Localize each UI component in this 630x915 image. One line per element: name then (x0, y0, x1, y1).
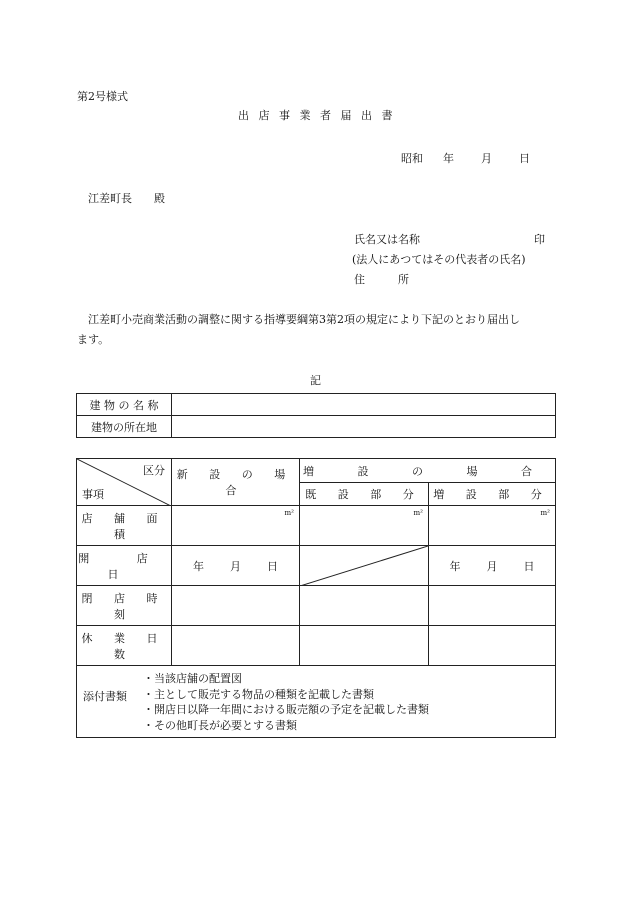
row-closing-time-label: 閉 店 時 刻 (77, 586, 172, 626)
date-month: 月 (481, 152, 492, 165)
addressee (88, 190, 165, 206)
body-text-line2: ます。 (77, 333, 110, 346)
floor-area-existing[interactable]: m² (300, 506, 429, 546)
building-location-cell[interactable] (172, 416, 556, 438)
opening-day-existing-crossed (300, 546, 429, 586)
closing-time-existing[interactable] (300, 586, 429, 626)
floor-area-new[interactable]: m² (172, 506, 300, 546)
row-holidays-label: 休 業 日 数 (77, 626, 172, 666)
applicant-note: (法人にあつてはその代表者の氏名) (352, 253, 526, 266)
closing-time-new[interactable] (172, 586, 300, 626)
date-year: 年 (443, 152, 454, 165)
floor-area-added[interactable]: m² (429, 506, 556, 546)
header-division: 区分 (143, 464, 165, 477)
header-added-part: 増 設 部 分 (429, 483, 556, 506)
addressee-name: 江差町長 (88, 192, 132, 205)
body-text-line1: 江差町小売商業活動の調整に関する指導要綱第3第2項の規定により下記のとおり届出し (88, 313, 520, 326)
applicant-name-label: 氏名又は名称 (354, 233, 420, 246)
header-diagonal-cell (77, 459, 172, 506)
attachments-label: 添付書類 (83, 690, 127, 703)
form-number: 第2号様式 (77, 90, 128, 103)
seal-mark: 印 (534, 233, 545, 246)
row-opening-day-label: 開 店 日 (77, 546, 172, 586)
header-new-case: 新 設 の 場 合 (172, 459, 300, 506)
building-location-label: 建物の所在地 (77, 416, 172, 438)
header-existing-part: 既 設 部 分 (300, 483, 429, 506)
closing-time-added[interactable] (429, 586, 556, 626)
header-item: 事項 (82, 488, 104, 501)
addressee-honorific: 殿 (154, 192, 165, 205)
row-floor-area-label: 店 舗 面 積 (77, 506, 172, 546)
header-expansion-case: 増 設 の 場 合 (300, 459, 556, 483)
main-table (76, 458, 556, 738)
date-day: 日 (519, 152, 530, 165)
holidays-existing[interactable] (300, 626, 429, 666)
document-title: 出 店 事 業 者 届 出 書 (238, 109, 396, 122)
attachment-item: ・当該店舗の配置図 (143, 672, 242, 685)
ki-heading: 記 (310, 374, 321, 387)
building-table (76, 393, 556, 438)
crossed-out-line (300, 546, 428, 586)
applicant-address-label: 住 所 (354, 273, 409, 286)
attachment-item: ・その他町長が必要とする書類 (143, 718, 297, 732)
opening-day-added[interactable]: 年 月 日 (429, 546, 556, 586)
building-name-label: 建 物 の 名 称 (77, 394, 172, 416)
holidays-added[interactable] (429, 626, 556, 666)
attachments-list (143, 671, 429, 733)
opening-day-new[interactable]: 年 月 日 (172, 546, 300, 586)
holidays-new[interactable] (172, 626, 300, 666)
attachment-item: ・開店日以降一年間における販売額の予定を記載した書類 (143, 703, 429, 716)
date-line (401, 150, 530, 166)
date-era: 昭和 (401, 152, 423, 165)
building-name-cell[interactable] (172, 394, 556, 416)
attachments-cell (77, 666, 556, 738)
attachment-item: ・主として販売する物品の種類を記載した書類 (143, 687, 374, 701)
